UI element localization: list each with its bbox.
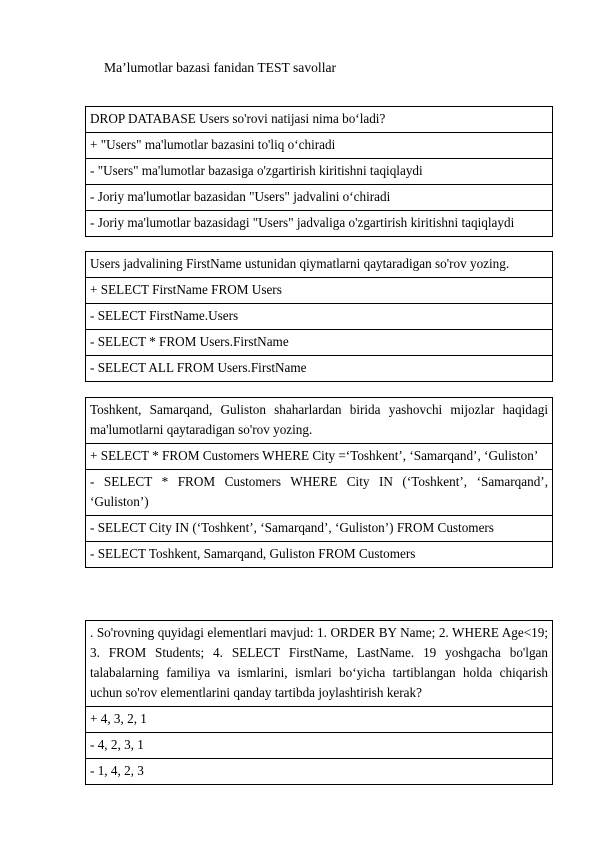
question-table-4 — [85, 620, 553, 785]
answer-option: - SELECT City IN (‘Toshkent’, ‘Samarqand’, ‘Guliston’) FROM Customers — [86, 516, 553, 542]
question-text: . So'rovning quyidagi elementlari mavjud: 1. ORDER BY Name; 2. WHERE Age<19; 3. FROM Students; 4. SELECT FirstName, LastName. 19 yoshgacha bo'lgan talabalarning familiya va ismlarini, ismlari bo‘yicha tartiblangan holda chiqarish uchun so'rov elementlarini qanday tartibda joylashtirish kerak? — [86, 621, 553, 707]
answer-option: - 4, 2, 3, 1 — [86, 733, 553, 759]
answer-option: - Joriy ma'lumotlar bazasidan "Users" jadvalini o‘chiradi — [86, 185, 553, 211]
answer-option: - Joriy ma'lumotlar bazasidagi "Users" jadvaliga o'zgartirish kiritishni taqiqlaydi — [86, 211, 553, 237]
question-table-3 — [85, 397, 553, 568]
answer-option: - 1, 4, 2, 3 — [86, 759, 553, 785]
question-table-2 — [85, 251, 553, 382]
answer-option: - SELECT ALL FROM Users.FirstName — [86, 356, 553, 382]
answer-option: - "Users" ma'lumotlar bazasiga o'zgartirish kiritishni taqiqlaydi — [86, 159, 553, 185]
question-text: Toshkent, Samarqand, Guliston shaharlardan birida yashovchi mijozlar haqidagi ma'lumotlarni qaytaradigan so'rov yozing. — [86, 398, 553, 444]
answer-option: + 4, 3, 2, 1 — [86, 707, 553, 733]
question-table-1 — [85, 106, 553, 237]
answer-option: - SELECT * FROM Customers WHERE City IN (‘Toshkent’, ‘Samarqand’, ‘Guliston’) — [86, 470, 553, 516]
answer-option: + "Users" ma'lumotlar bazasini to'liq o‘chiradi — [86, 133, 553, 159]
answer-option: - SELECT Toshkent, Samarqand, Guliston FROM Customers — [86, 542, 553, 568]
question-text: DROP DATABASE Users so'rovi natijasi nima bo‘ladi? — [86, 107, 553, 133]
question-text: Users jadvalining FirstName ustunidan qiymatlarni qaytaradigan so'rov yozing. — [86, 252, 553, 278]
answer-option: - SELECT FirstName.Users — [86, 304, 553, 330]
answer-option: - SELECT * FROM Users.FirstName — [86, 330, 553, 356]
answer-option: + SELECT * FROM Customers WHERE City =‘Toshkent’, ‘Samarqand’, ‘Guliston’ — [86, 444, 553, 470]
page-title: Ma’lumotlar bazasi fanidan TEST savollar — [104, 60, 337, 75]
answer-option: + SELECT FirstName FROM Users — [86, 278, 553, 304]
